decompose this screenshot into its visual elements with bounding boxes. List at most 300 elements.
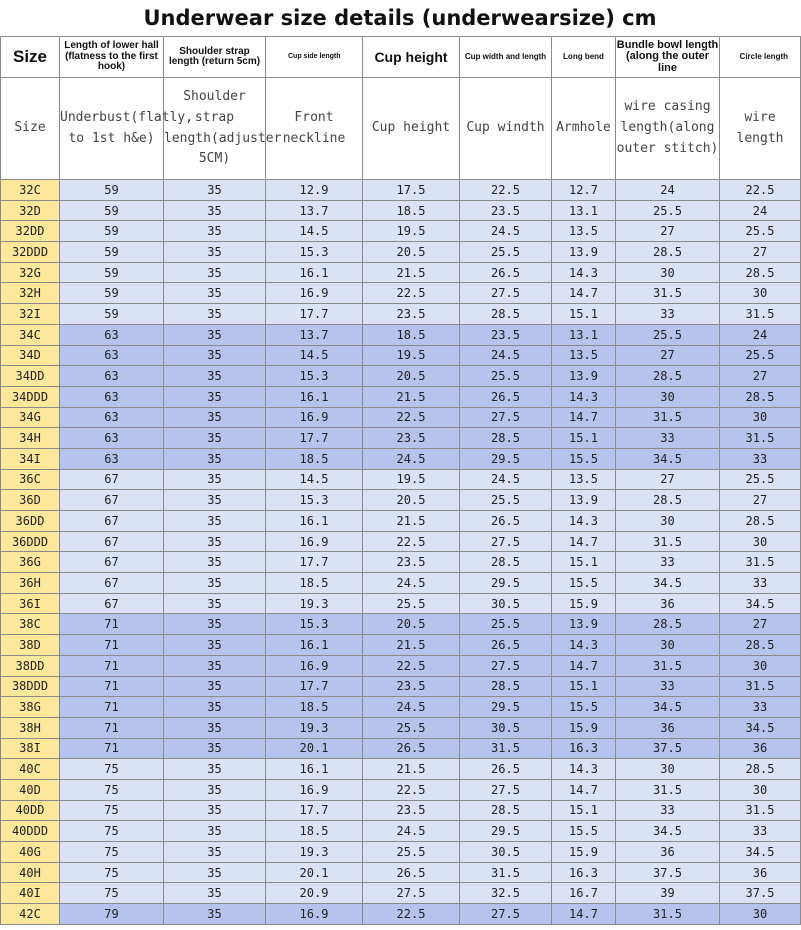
cup-width-cell: 27.5	[460, 655, 552, 676]
strap-cell: 35	[164, 573, 266, 594]
strap-cell: 35	[164, 366, 266, 387]
wire-length-cell: 31.5	[720, 676, 801, 697]
underbust-cell: 71	[60, 738, 164, 759]
table-row	[1, 614, 801, 635]
cup-height-cell: 20.5	[363, 614, 460, 635]
wire-casing-cell: 27	[616, 221, 720, 242]
cup-width-cell: 29.5	[460, 573, 552, 594]
neckline-cell: 15.3	[266, 366, 363, 387]
cup-width-cell: 25.5	[460, 242, 552, 263]
underbust-cell: 59	[60, 200, 164, 221]
armhole-cell: 13.5	[552, 469, 616, 490]
strap-cell: 35	[164, 221, 266, 242]
wire-casing-cell: 30	[616, 386, 720, 407]
header-alt-armhole: Armhole	[552, 78, 616, 180]
strap-cell: 35	[164, 345, 266, 366]
neckline-cell: 16.1	[266, 386, 363, 407]
underbust-cell: 75	[60, 842, 164, 863]
strap-cell: 35	[164, 862, 266, 883]
header-alt-wire-length: wire length	[720, 78, 801, 180]
header-long-bend: Long bend	[552, 37, 616, 78]
header-row-en	[1, 37, 801, 78]
size-cell: 32G	[1, 262, 60, 283]
neckline-cell: 14.5	[266, 469, 363, 490]
strap-cell: 35	[164, 386, 266, 407]
wire-casing-cell: 28.5	[616, 366, 720, 387]
underbust-cell: 63	[60, 448, 164, 469]
underbust-cell: 59	[60, 180, 164, 201]
neckline-cell: 13.7	[266, 200, 363, 221]
neckline-cell: 16.1	[266, 262, 363, 283]
wire-casing-cell: 31.5	[616, 531, 720, 552]
table-row	[1, 697, 801, 718]
neckline-cell: 16.9	[266, 531, 363, 552]
strap-cell: 35	[164, 779, 266, 800]
header-alt-cup-width: Cup windth	[460, 78, 552, 180]
size-cell: 38DDD	[1, 676, 60, 697]
neckline-cell: 16.9	[266, 283, 363, 304]
strap-cell: 35	[164, 242, 266, 263]
wire-casing-cell: 30	[616, 262, 720, 283]
strap-cell: 35	[164, 676, 266, 697]
armhole-cell: 13.9	[552, 242, 616, 263]
underbust-cell: 71	[60, 717, 164, 738]
wire-length-cell: 33	[720, 448, 801, 469]
strap-cell: 35	[164, 655, 266, 676]
wire-casing-cell: 30	[616, 759, 720, 780]
wire-casing-cell: 33	[616, 552, 720, 573]
neckline-cell: 14.5	[266, 221, 363, 242]
wire-casing-cell: 28.5	[616, 242, 720, 263]
wire-length-cell: 27	[720, 490, 801, 511]
cup-height-cell: 22.5	[363, 283, 460, 304]
wire-length-cell: 28.5	[720, 262, 801, 283]
armhole-cell: 13.1	[552, 324, 616, 345]
header-circle: Circle length	[720, 37, 801, 78]
neckline-cell: 20.1	[266, 862, 363, 883]
strap-cell: 35	[164, 283, 266, 304]
cup-width-cell: 28.5	[460, 552, 552, 573]
armhole-cell: 16.3	[552, 862, 616, 883]
underbust-cell: 75	[60, 800, 164, 821]
cup-width-cell: 25.5	[460, 614, 552, 635]
wire-length-cell: 25.5	[720, 221, 801, 242]
underbust-cell: 63	[60, 428, 164, 449]
wire-length-cell: 30	[720, 779, 801, 800]
armhole-cell: 15.1	[552, 676, 616, 697]
strap-cell: 35	[164, 697, 266, 718]
strap-cell: 35	[164, 614, 266, 635]
size-cell: 36I	[1, 593, 60, 614]
size-cell: 34G	[1, 407, 60, 428]
strap-cell: 35	[164, 304, 266, 325]
table-row	[1, 221, 801, 242]
neckline-cell: 17.7	[266, 304, 363, 325]
wire-length-cell: 30	[720, 904, 801, 925]
neckline-cell: 17.7	[266, 800, 363, 821]
underbust-cell: 71	[60, 635, 164, 656]
size-cell: 32H	[1, 283, 60, 304]
wire-length-cell: 28.5	[720, 635, 801, 656]
armhole-cell: 15.1	[552, 304, 616, 325]
header-alt-wire-casing: wire casing length(along outer stitch)	[616, 78, 720, 180]
table-row	[1, 386, 801, 407]
wire-length-cell: 24	[720, 324, 801, 345]
cup-width-cell: 27.5	[460, 904, 552, 925]
cup-width-cell: 28.5	[460, 800, 552, 821]
neckline-cell: 16.9	[266, 655, 363, 676]
size-cell: 32DD	[1, 221, 60, 242]
neckline-cell: 13.7	[266, 324, 363, 345]
size-cell: 40DD	[1, 800, 60, 821]
table-row	[1, 676, 801, 697]
size-cell: 34I	[1, 448, 60, 469]
cup-width-cell: 24.5	[460, 345, 552, 366]
armhole-cell: 16.7	[552, 883, 616, 904]
underbust-cell: 63	[60, 324, 164, 345]
cup-width-cell: 23.5	[460, 200, 552, 221]
underbust-cell: 75	[60, 779, 164, 800]
wire-length-cell: 25.5	[720, 345, 801, 366]
table-row	[1, 180, 801, 201]
wire-casing-cell: 31.5	[616, 283, 720, 304]
cup-height-cell: 25.5	[363, 842, 460, 863]
underbust-cell: 59	[60, 304, 164, 325]
neckline-cell: 19.3	[266, 717, 363, 738]
cup-width-cell: 26.5	[460, 759, 552, 780]
underbust-cell: 59	[60, 262, 164, 283]
table-row	[1, 428, 801, 449]
size-cell: 38G	[1, 697, 60, 718]
cup-height-cell: 22.5	[363, 531, 460, 552]
wire-casing-cell: 36	[616, 593, 720, 614]
wire-length-cell: 27	[720, 366, 801, 387]
size-cell: 32C	[1, 180, 60, 201]
table-row	[1, 242, 801, 263]
cup-height-cell: 18.5	[363, 324, 460, 345]
table-row	[1, 345, 801, 366]
cup-height-cell: 25.5	[363, 717, 460, 738]
neckline-cell: 16.1	[266, 635, 363, 656]
cup-height-cell: 23.5	[363, 552, 460, 573]
armhole-cell: 15.5	[552, 573, 616, 594]
underbust-cell: 71	[60, 655, 164, 676]
armhole-cell: 12.7	[552, 180, 616, 201]
underbust-cell: 75	[60, 862, 164, 883]
size-cell: 32DDD	[1, 242, 60, 263]
cup-width-cell: 29.5	[460, 448, 552, 469]
wire-casing-cell: 37.5	[616, 862, 720, 883]
armhole-cell: 13.9	[552, 614, 616, 635]
underbust-cell: 67	[60, 593, 164, 614]
cup-height-cell: 25.5	[363, 593, 460, 614]
cup-height-cell: 22.5	[363, 407, 460, 428]
cup-height-cell: 22.5	[363, 779, 460, 800]
neckline-cell: 19.3	[266, 842, 363, 863]
wire-casing-cell: 36	[616, 842, 720, 863]
armhole-cell: 14.7	[552, 779, 616, 800]
size-cell: 38D	[1, 635, 60, 656]
strap-cell: 35	[164, 552, 266, 573]
cup-width-cell: 24.5	[460, 221, 552, 242]
strap-cell: 35	[164, 180, 266, 201]
size-cell: 34DD	[1, 366, 60, 387]
size-cell: 34DDD	[1, 386, 60, 407]
wire-length-cell: 31.5	[720, 304, 801, 325]
table-row	[1, 655, 801, 676]
wire-casing-cell: 28.5	[616, 490, 720, 511]
strap-cell: 35	[164, 511, 266, 532]
table-row	[1, 324, 801, 345]
wire-length-cell: 37.5	[720, 883, 801, 904]
cup-width-cell: 27.5	[460, 531, 552, 552]
neckline-cell: 17.7	[266, 552, 363, 573]
wire-length-cell: 24	[720, 200, 801, 221]
wire-length-cell: 22.5	[720, 180, 801, 201]
wire-casing-cell: 31.5	[616, 407, 720, 428]
wire-casing-cell: 28.5	[616, 614, 720, 635]
table-row	[1, 904, 801, 925]
cup-width-cell: 32.5	[460, 883, 552, 904]
size-cell: 36G	[1, 552, 60, 573]
header-cup-height: Cup height	[363, 37, 460, 78]
cup-height-cell: 17.5	[363, 180, 460, 201]
wire-casing-cell: 30	[616, 511, 720, 532]
wire-length-cell: 30	[720, 655, 801, 676]
table-row	[1, 531, 801, 552]
header-alt-underbust: Underbust(flatly, to 1st h&e)	[60, 78, 164, 180]
neckline-cell: 20.9	[266, 883, 363, 904]
neckline-cell: 14.5	[266, 345, 363, 366]
size-cell: 40I	[1, 883, 60, 904]
table-row	[1, 593, 801, 614]
cup-height-cell: 26.5	[363, 862, 460, 883]
wire-casing-cell: 39	[616, 883, 720, 904]
cup-width-cell: 25.5	[460, 366, 552, 387]
cup-height-cell: 19.5	[363, 345, 460, 366]
neckline-cell: 18.5	[266, 821, 363, 842]
cup-height-cell: 23.5	[363, 304, 460, 325]
underbust-cell: 71	[60, 614, 164, 635]
wire-length-cell: 31.5	[720, 552, 801, 573]
cup-height-cell: 27.5	[363, 883, 460, 904]
strap-cell: 35	[164, 200, 266, 221]
size-cell: 34D	[1, 345, 60, 366]
table-row	[1, 842, 801, 863]
underbust-cell: 75	[60, 759, 164, 780]
strap-cell: 35	[164, 717, 266, 738]
table-row	[1, 200, 801, 221]
armhole-cell: 15.5	[552, 448, 616, 469]
cup-height-cell: 20.5	[363, 242, 460, 263]
underbust-cell: 79	[60, 904, 164, 925]
armhole-cell: 15.5	[552, 697, 616, 718]
cup-width-cell: 24.5	[460, 469, 552, 490]
underbust-cell: 75	[60, 883, 164, 904]
armhole-cell: 14.7	[552, 407, 616, 428]
cup-width-cell: 27.5	[460, 407, 552, 428]
neckline-cell: 18.5	[266, 697, 363, 718]
size-cell: 40C	[1, 759, 60, 780]
wire-casing-cell: 30	[616, 635, 720, 656]
cup-width-cell: 29.5	[460, 821, 552, 842]
wire-casing-cell: 34.5	[616, 697, 720, 718]
armhole-cell: 13.5	[552, 345, 616, 366]
wire-length-cell: 30	[720, 407, 801, 428]
strap-cell: 35	[164, 883, 266, 904]
wire-casing-cell: 37.5	[616, 738, 720, 759]
header-alt-size: Size	[1, 78, 60, 180]
cup-height-cell: 21.5	[363, 759, 460, 780]
neckline-cell: 17.7	[266, 676, 363, 697]
armhole-cell: 15.5	[552, 821, 616, 842]
wire-length-cell: 33	[720, 697, 801, 718]
wire-casing-cell: 31.5	[616, 779, 720, 800]
armhole-cell: 14.7	[552, 531, 616, 552]
cup-width-cell: 30.5	[460, 593, 552, 614]
cup-width-cell: 26.5	[460, 511, 552, 532]
cup-width-cell: 22.5	[460, 180, 552, 201]
cup-width-cell: 29.5	[460, 697, 552, 718]
strap-cell: 35	[164, 904, 266, 925]
armhole-cell: 15.9	[552, 842, 616, 863]
cup-height-cell: 20.5	[363, 366, 460, 387]
size-cell: 32D	[1, 200, 60, 221]
cup-width-cell: 25.5	[460, 490, 552, 511]
size-cell: 40DDD	[1, 821, 60, 842]
strap-cell: 35	[164, 800, 266, 821]
table-row	[1, 759, 801, 780]
armhole-cell: 13.9	[552, 490, 616, 511]
table-row	[1, 366, 801, 387]
strap-cell: 35	[164, 738, 266, 759]
cup-height-cell: 23.5	[363, 676, 460, 697]
wire-casing-cell: 33	[616, 676, 720, 697]
armhole-cell: 13.1	[552, 200, 616, 221]
header-underbust: Length of lower hall (flatness to the first hook)	[60, 37, 164, 78]
size-cell: 38H	[1, 717, 60, 738]
table-row	[1, 448, 801, 469]
cup-width-cell: 30.5	[460, 717, 552, 738]
underbust-cell: 67	[60, 511, 164, 532]
wire-casing-cell: 25.5	[616, 324, 720, 345]
strap-cell: 35	[164, 262, 266, 283]
size-table	[0, 36, 801, 925]
underbust-cell: 67	[60, 531, 164, 552]
underbust-cell: 71	[60, 676, 164, 697]
underbust-cell: 63	[60, 386, 164, 407]
strap-cell: 35	[164, 469, 266, 490]
wire-length-cell: 36	[720, 862, 801, 883]
neckline-cell: 15.3	[266, 614, 363, 635]
underbust-cell: 67	[60, 573, 164, 594]
wire-length-cell: 28.5	[720, 386, 801, 407]
size-cell: 40H	[1, 862, 60, 883]
armhole-cell: 13.5	[552, 221, 616, 242]
neckline-cell: 15.3	[266, 490, 363, 511]
neckline-cell: 16.9	[266, 779, 363, 800]
cup-width-cell: 27.5	[460, 779, 552, 800]
wire-length-cell: 31.5	[720, 428, 801, 449]
cup-height-cell: 22.5	[363, 904, 460, 925]
cup-height-cell: 21.5	[363, 262, 460, 283]
cup-height-cell: 20.5	[363, 490, 460, 511]
cup-width-cell: 23.5	[460, 324, 552, 345]
cup-height-cell: 23.5	[363, 800, 460, 821]
underbust-cell: 59	[60, 283, 164, 304]
wire-length-cell: 34.5	[720, 717, 801, 738]
wire-length-cell: 27	[720, 242, 801, 263]
wire-length-cell: 33	[720, 821, 801, 842]
strap-cell: 35	[164, 448, 266, 469]
armhole-cell: 14.7	[552, 283, 616, 304]
wire-length-cell: 30	[720, 531, 801, 552]
wire-length-cell: 34.5	[720, 842, 801, 863]
cup-width-cell: 26.5	[460, 635, 552, 656]
wire-length-cell: 28.5	[720, 759, 801, 780]
table-row	[1, 821, 801, 842]
underbust-cell: 67	[60, 469, 164, 490]
neckline-cell: 16.1	[266, 759, 363, 780]
cup-height-cell: 23.5	[363, 428, 460, 449]
cup-width-cell: 26.5	[460, 386, 552, 407]
size-cell: 40D	[1, 779, 60, 800]
size-cell: 34C	[1, 324, 60, 345]
wire-length-cell: 34.5	[720, 593, 801, 614]
cup-height-cell: 19.5	[363, 469, 460, 490]
strap-cell: 35	[164, 531, 266, 552]
cup-width-cell: 28.5	[460, 304, 552, 325]
table-row	[1, 800, 801, 821]
table-row	[1, 304, 801, 325]
neckline-cell: 12.9	[266, 180, 363, 201]
table-row	[1, 635, 801, 656]
armhole-cell: 15.1	[552, 800, 616, 821]
wire-length-cell: 28.5	[720, 511, 801, 532]
underbust-cell: 67	[60, 552, 164, 573]
wire-casing-cell: 33	[616, 800, 720, 821]
cup-height-cell: 24.5	[363, 697, 460, 718]
armhole-cell: 14.7	[552, 904, 616, 925]
wire-casing-cell: 27	[616, 345, 720, 366]
wire-length-cell: 31.5	[720, 800, 801, 821]
cup-height-cell: 26.5	[363, 738, 460, 759]
table-row	[1, 738, 801, 759]
armhole-cell: 15.9	[552, 717, 616, 738]
size-cell: 36D	[1, 490, 60, 511]
neckline-cell: 16.9	[266, 904, 363, 925]
size-cell: 42C	[1, 904, 60, 925]
wire-casing-cell: 36	[616, 717, 720, 738]
wire-casing-cell: 34.5	[616, 573, 720, 594]
table-row	[1, 862, 801, 883]
strap-cell: 35	[164, 428, 266, 449]
armhole-cell: 14.3	[552, 262, 616, 283]
armhole-cell: 16.3	[552, 738, 616, 759]
cup-height-cell: 24.5	[363, 573, 460, 594]
armhole-cell: 13.9	[552, 366, 616, 387]
header-row-alt	[1, 78, 801, 180]
armhole-cell: 15.9	[552, 593, 616, 614]
armhole-cell: 14.3	[552, 511, 616, 532]
wire-casing-cell: 34.5	[616, 448, 720, 469]
neckline-cell: 15.3	[266, 242, 363, 263]
size-cell: 36H	[1, 573, 60, 594]
size-cell: 38C	[1, 614, 60, 635]
underbust-cell: 63	[60, 366, 164, 387]
cup-height-cell: 18.5	[363, 200, 460, 221]
cup-width-cell: 26.5	[460, 262, 552, 283]
